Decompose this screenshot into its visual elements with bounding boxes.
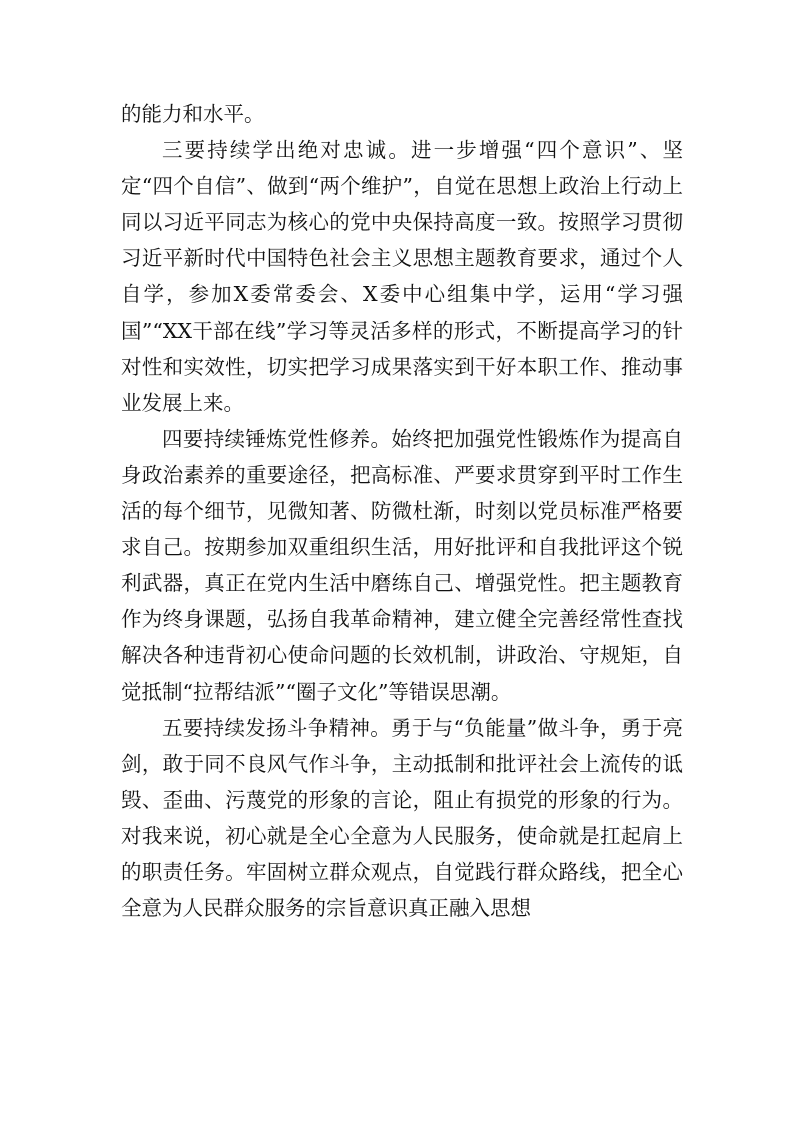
paragraph-party-spirit: 四要持续锤炼党性修养。始终把加强党性锻炼作为提高自身政治素养的重要途径，把高标准、严要求贯穿到平时工作生活的每个细节，见微知著、防微杜渐，时刻以党员标准严格要求自己。按期参加双重组织生活，用好批评和自我批评这个锐利武器，真正在党内生活中磨练自己、增强党性。把主题教育作为终身课题，弘扬自我革命精神，建立健全完善经常性查找解决各种违背初心使命问题的长效机制，讲政治、守规矩，自觉抵制“拉帮结派”“圈子文化”等错误思潮。 [121, 426, 683, 704]
paragraph-struggle-spirit: 五要持续发扬斗争精神。勇于与“负能量”做斗争，勇于亮剑，敢于同不良风气作斗争，主动抵制和批评社会上流传的诋毁、歪曲、污蔑党的形象的言论，阻止有损党的形象的行为。对我来说，初心就是全心全意为人民服务，使命就是扛起肩上的职责任务。牢固树立群众观点，自觉践行群众路线，把全心全意为人民群众服务的宗旨意识真正融入思想 [121, 715, 683, 921]
paragraph-loyalty: 三要持续学出绝对忠诚。进一步增强“四个意识”、坚定“四个自信”、做到“两个维护”，自觉在思想上政治上行动上同以习近平同志为核心的党中央保持高度一致。按照学习贯彻习近平新时代中国特色社会主义思想主题教育要求，通过个人自学，参加X委常委会、X委中心组集中学，运用“学习强国”“XX干部在线”学习等灵活多样的形式，不断提高学习的针对性和实效性，切实把学习成果落实到干好本职工作、推动事业发展上来。 [121, 138, 683, 415]
paragraph-continuation: 的能力和水平。 [121, 102, 265, 126]
document-body [121, 96, 683, 926]
